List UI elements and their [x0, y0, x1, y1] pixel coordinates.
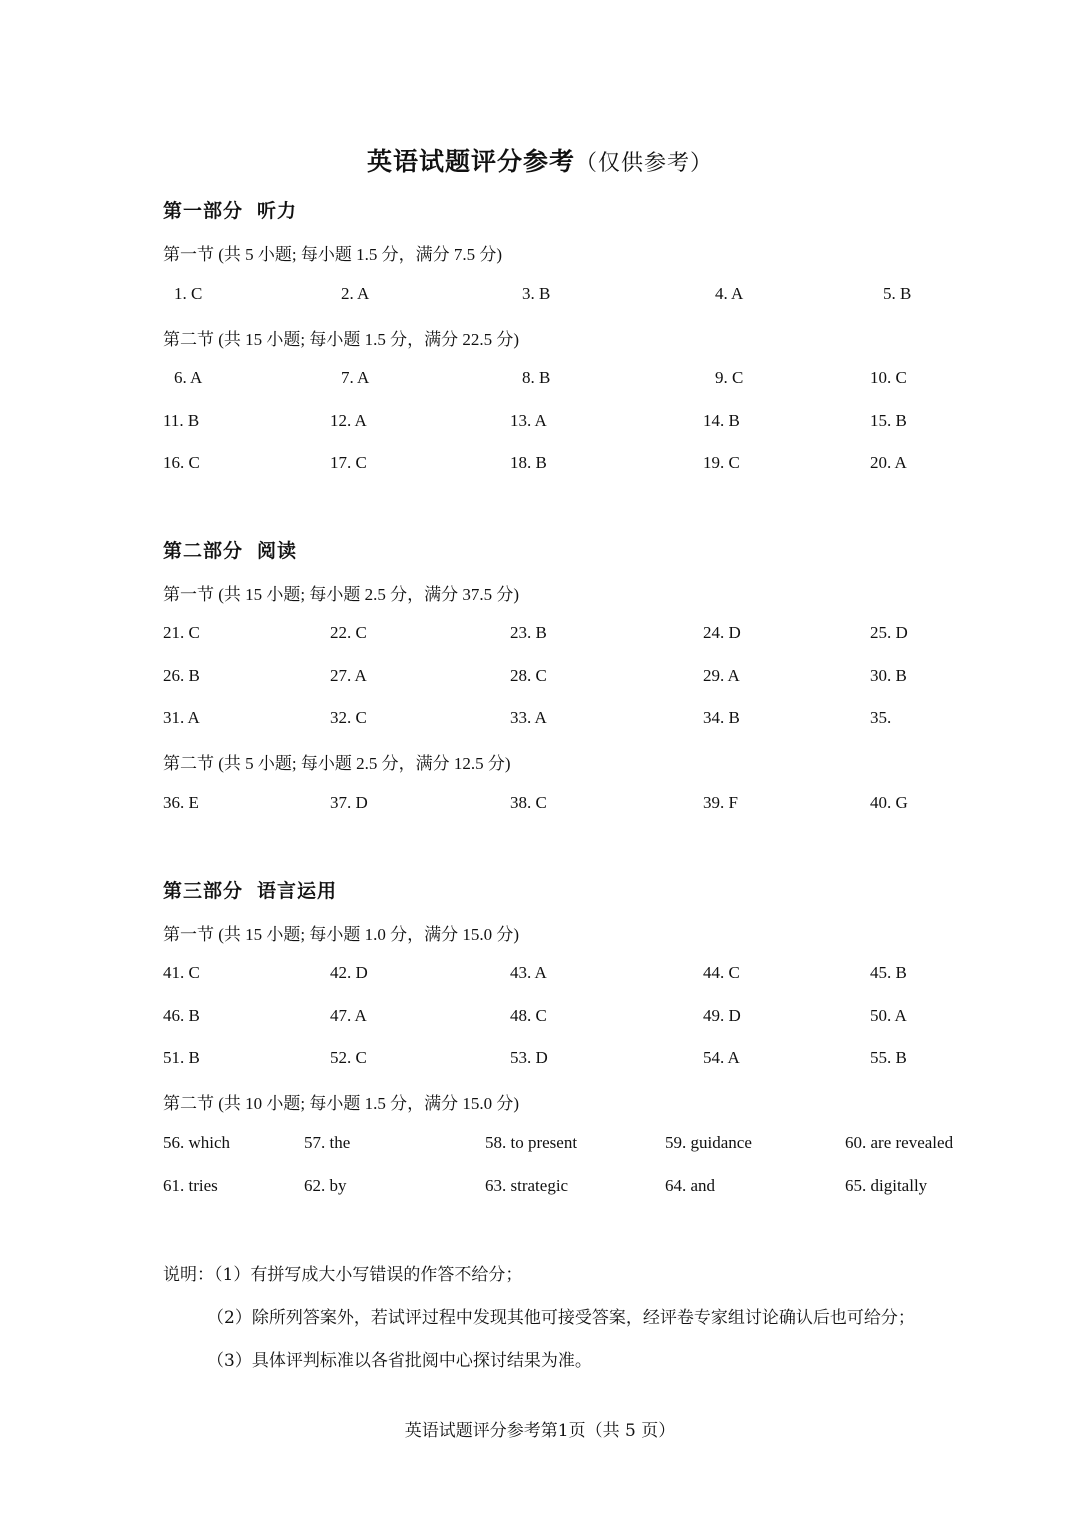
- answer-item: 50. A: [870, 1005, 907, 1025]
- answer-item: 35.: [870, 708, 892, 727]
- part-heading-language-use: [163, 876, 337, 903]
- answer-item: 13. A: [510, 410, 547, 430]
- answer-item: 2. A: [341, 284, 370, 303]
- notes-line-1: [163, 1260, 522, 1285]
- answer-item: 7. A: [341, 368, 370, 387]
- answer-item: 8. B: [522, 368, 551, 387]
- answer-item: 34. B: [703, 708, 740, 727]
- answer-item: 4. A: [715, 284, 744, 303]
- answer-row: [0, 793, 1080, 817]
- answer-row: [0, 1048, 1080, 1072]
- answer-item: 12. A: [330, 410, 367, 430]
- note-item: （3）具体评判标准以各省批阅中心探讨结果为准。: [207, 1351, 592, 1371]
- answer-item: 59. guidance: [665, 1133, 752, 1152]
- answer-item: 18. B: [510, 453, 547, 472]
- answer-item: 24. D: [703, 623, 741, 642]
- answer-item: 62. by: [304, 1175, 347, 1195]
- answer-item: 65. digitally: [845, 1175, 928, 1195]
- answer-row: [0, 368, 1080, 392]
- answer-item: 63. strategic: [485, 1175, 569, 1195]
- section-label: 第一节 (共 5 小题; 每小题 1.5 分，满分 7.5 分): [163, 245, 503, 264]
- answer-row: [0, 963, 1080, 987]
- answer-item: 39. F: [703, 793, 738, 812]
- section-label: 第二节 (共 5 小题; 每小题 2.5 分，满分 12.5 分): [163, 754, 511, 773]
- answer-item: 49. D: [703, 1005, 741, 1025]
- answer-row: [0, 623, 1080, 647]
- answer-item: 42. D: [330, 963, 368, 982]
- answer-item: 58. to present: [485, 1133, 578, 1152]
- answer-item: 31. A: [163, 708, 200, 727]
- answer-item: 36. E: [163, 793, 199, 812]
- answer-item: 22. C: [330, 623, 367, 642]
- answer-item: 19. C: [703, 453, 740, 472]
- section-label: 第一节 (共 15 小题; 每小题 2.5 分，满分 37.5 分): [163, 585, 520, 604]
- section-label: 第二节 (共 15 小题; 每小题 1.5 分，满分 22.5 分): [163, 330, 520, 349]
- answer-row: [0, 284, 1080, 308]
- answer-item: 5. B: [883, 284, 912, 303]
- answer-item: 40. G: [870, 793, 908, 812]
- answer-item: 9. C: [715, 368, 744, 387]
- title-sub: （仅供参考）: [575, 151, 714, 176]
- answer-item: 23. B: [510, 623, 547, 642]
- part-label: 第一部分: [163, 200, 244, 222]
- note-item: （2）除所列答案外，若试评过程中发现其他可接受答案，经评卷专家组讨论确认后也可给分；: [207, 1308, 915, 1328]
- answer-item: 11. B: [163, 410, 200, 430]
- answer-item: 44. C: [703, 963, 740, 982]
- answer-item: 25. D: [870, 623, 908, 642]
- part-label: 第三部分: [163, 880, 244, 902]
- answer-item: 56. which: [163, 1133, 231, 1152]
- notes-prefix: 说明：: [163, 1265, 214, 1285]
- answer-item: 6. A: [174, 368, 203, 387]
- answer-item: 21. C: [163, 623, 200, 642]
- answer-item: 1. C: [174, 284, 203, 303]
- answer-item: 32. C: [330, 708, 367, 727]
- answer-row: [0, 708, 1080, 732]
- answer-item: 3. B: [522, 284, 551, 303]
- answer-item: 33. A: [510, 708, 547, 727]
- answer-item: 64. and: [665, 1175, 716, 1195]
- answer-item: 61. tries: [163, 1175, 218, 1195]
- part-heading-listening: [163, 196, 297, 223]
- answer-item: 60. are revealed: [845, 1133, 954, 1152]
- answer-item: 16. C: [163, 453, 200, 472]
- answer-row: [0, 411, 1080, 435]
- answer-item: 41. C: [163, 963, 200, 982]
- part-name: 语言运用: [257, 880, 338, 902]
- part-name: 阅读: [257, 540, 298, 562]
- answer-item: 30. B: [870, 665, 907, 685]
- answer-item: 10. C: [870, 368, 907, 387]
- answer-row: [0, 1006, 1080, 1030]
- note-item: （1）有拼写成大小写错误的作答不给分；: [214, 1265, 523, 1285]
- answer-item: 47. A: [330, 1005, 367, 1025]
- answer-item: 28. C: [510, 665, 547, 685]
- answer-item: 43. A: [510, 963, 547, 982]
- section-label: 第二节 (共 10 小题; 每小题 1.5 分，满分 15.0 分): [163, 1094, 520, 1113]
- answer-item: 20. A: [870, 453, 907, 472]
- answer-item: 29. A: [703, 665, 740, 685]
- answer-item: 27. A: [330, 665, 367, 685]
- answer-item: 52. C: [330, 1048, 367, 1067]
- answer-item: 45. B: [870, 963, 907, 982]
- answer-row: [0, 453, 1080, 477]
- page-footer: 英语试题评分参考第1页（共 5 页）: [404, 1421, 676, 1441]
- section-label: 第一节 (共 15 小题; 每小题 1.0 分，满分 15.0 分): [163, 925, 520, 944]
- document-title: [0, 142, 1080, 178]
- answer-row: [0, 666, 1080, 690]
- answer-item: 55. B: [870, 1048, 907, 1067]
- answer-row: [0, 1176, 1080, 1200]
- answer-item: 38. C: [510, 793, 547, 812]
- answer-item: 17. C: [330, 453, 367, 472]
- answer-item: 46. B: [163, 1005, 200, 1025]
- answer-item: 26. B: [163, 665, 200, 685]
- title-main: 英语试题评分参考: [366, 147, 575, 176]
- part-heading-reading: [163, 536, 297, 563]
- answer-item: 15. B: [870, 410, 907, 430]
- answer-item: 14. B: [703, 410, 740, 430]
- part-name: 听力: [257, 200, 298, 222]
- answer-item: 37. D: [330, 793, 368, 812]
- answer-item: 54. A: [703, 1048, 740, 1067]
- answer-item: 57. the: [304, 1133, 351, 1152]
- part-label: 第二部分: [163, 540, 244, 562]
- answer-item: 51. B: [163, 1048, 200, 1067]
- answer-row: [0, 1133, 1080, 1157]
- answer-item: 48. C: [510, 1005, 547, 1025]
- answer-item: 53. D: [510, 1048, 548, 1067]
